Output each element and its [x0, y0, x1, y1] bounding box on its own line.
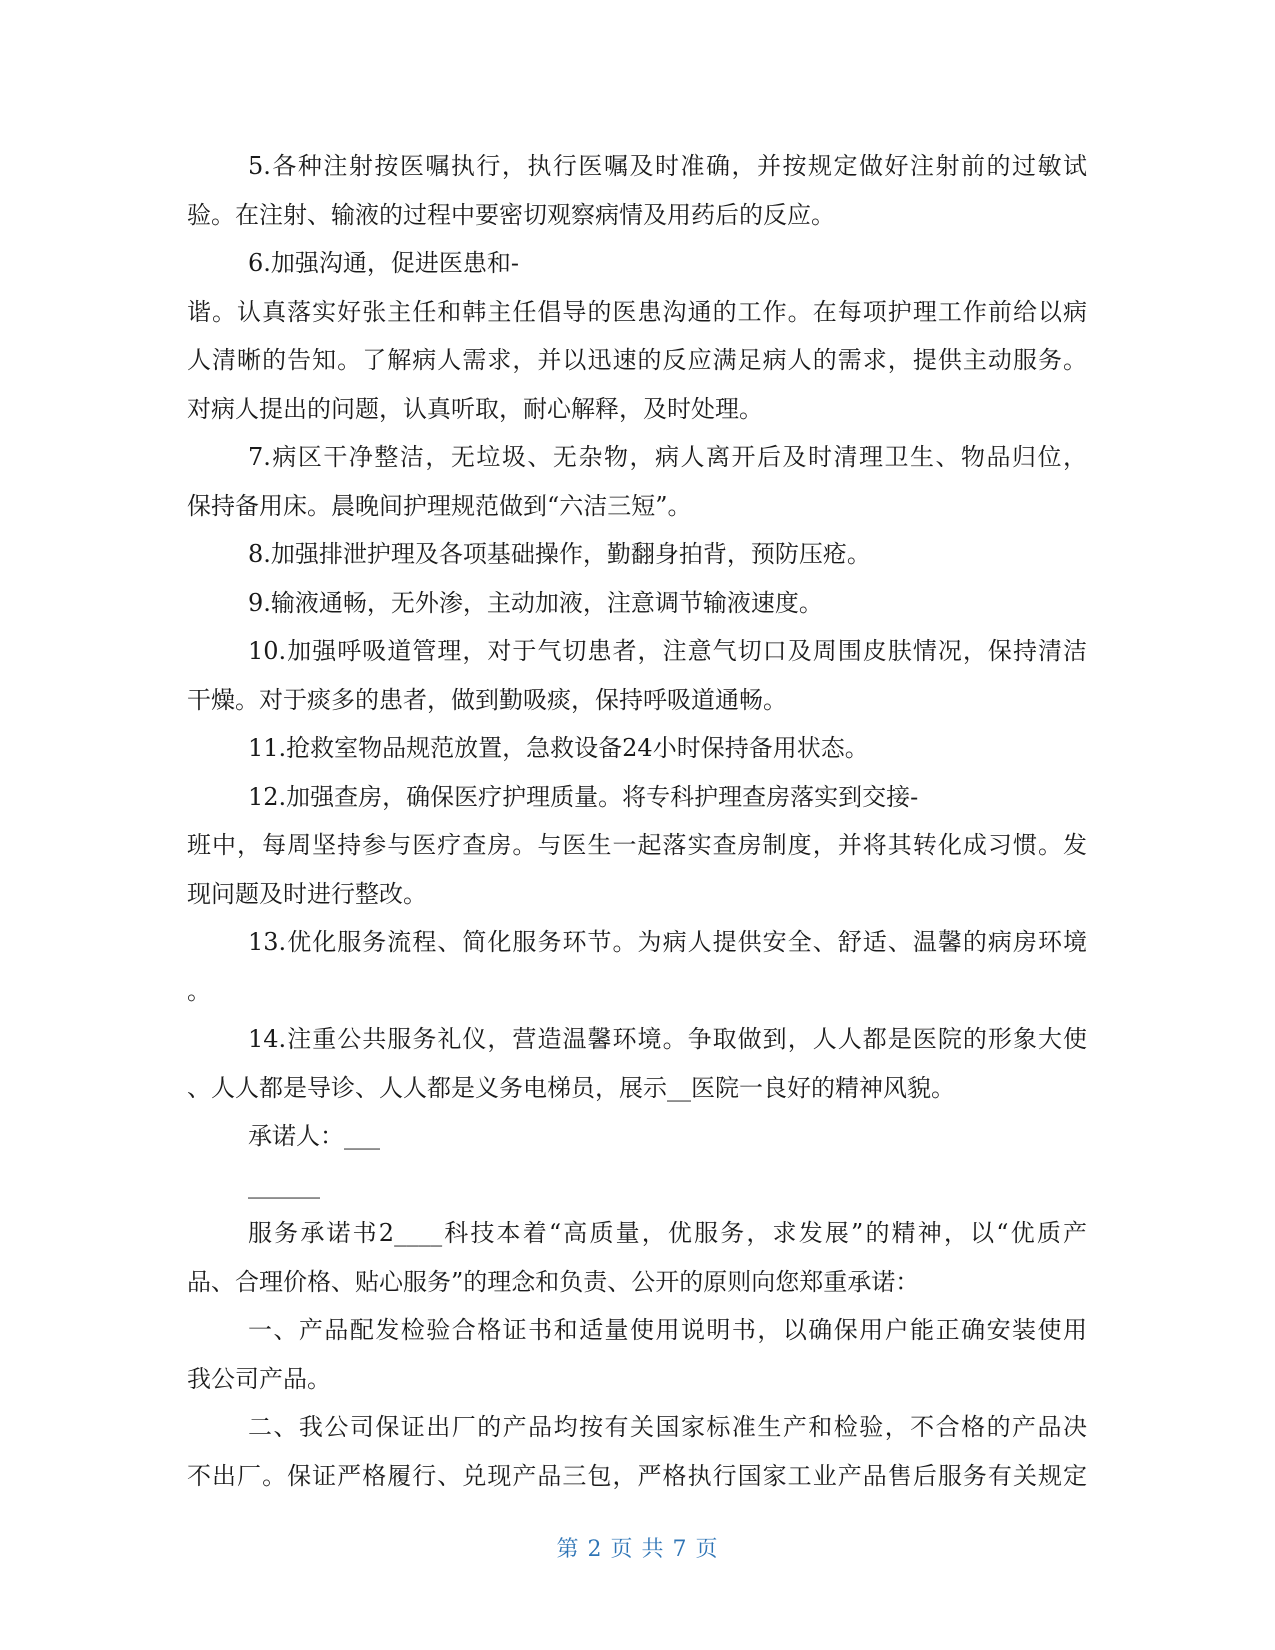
paragraph-line: 12.加强查房，确保医疗护理质量。将专科护理查房落实到交接- [248, 782, 919, 811]
document-body [187, 142, 1087, 1500]
paragraph-line: 对病人提出的问题，认真听取，耐心解释，及时处理。 [187, 394, 763, 423]
page-number-footer [0, 1532, 1275, 1563]
footer-di: 第 [556, 1537, 580, 1562]
footer-ye: 页 [610, 1537, 634, 1562]
paragraph-line: 现问题及时进行整改。 [187, 879, 427, 908]
paragraph-line: 干燥。对于痰多的患者，做到勤吸痰，保持呼吸道通畅。 [187, 685, 787, 714]
paragraph-line: 10.加强呼吸道管理，对于气切患者，注意气切口及周围皮肤情况，保持清洁 [248, 637, 1087, 665]
paragraph-line: 11.抢救室物品规范放置，急救设备24小时保持备用状态。 [248, 734, 869, 762]
paragraph-line: 13.优化服务流程、简化服务环节。为病人提供安全、舒适、温馨的病房环境 [248, 928, 1087, 956]
total-page-number: 7 [672, 1537, 688, 1562]
signer-line: 承诺人：___ [248, 1122, 380, 1150]
paragraph-line: 我公司产品。 [187, 1364, 331, 1393]
paragraph-line: 二、我公司保证出厂的产品均按有关国家标准生产和检验，不合格的产品决 [248, 1413, 1087, 1441]
paragraph-line: 验。在注射、输液的过程中要密切观察病情及用药后的反应。 [187, 200, 835, 229]
signature-blank: ______ [248, 1170, 320, 1199]
paragraph-line: 谐。认真落实好张主任和韩主任倡导的医患沟通的工作。在每项护理工作前给以病 [187, 297, 1087, 326]
paragraph-line: 保持备用床。晨晚间护理规范做到“六洁三短”。 [187, 491, 692, 520]
paragraph-line: 服务承诺书2____科技本着“高质量，优服务，求发展”的精神，以“优质产 [248, 1219, 1087, 1247]
paragraph-line: 不出厂。保证严格履行、兑现产品三包，严格执行国家工业产品售后服务有关规定 [187, 1461, 1087, 1490]
paragraph-line: 人清晰的告知。了解病人需求，并以迅速的反应满足病人的需求，提供主动服务。 [187, 346, 1087, 374]
paragraph-line: 8.加强排泄护理及各项基础操作，勤翻身拍背，预防压疮。 [248, 540, 871, 568]
paragraph-line: 7.病区干净整洁，无垃圾、无杂物，病人离开后及时清理卫生、物品归位， [248, 443, 1087, 471]
paragraph-line: 6.加强沟通，促进医患和- [248, 249, 520, 277]
paragraph-line: 5.各种注射按医嘱执行，执行医嘱及时准确，并按规定做好注射前的过敏试 [248, 152, 1087, 180]
current-page-number: 2 [587, 1537, 603, 1562]
paragraph-line: 14.注重公共服务礼仪，营造温馨环境。争取做到，人人都是医院的形象大使 [248, 1025, 1087, 1053]
paragraph-line: 班中，每周坚持参与医疗查房。与医生一起落实查房制度，并将其转化成习惯。发 [187, 831, 1087, 859]
footer-ye-end: 页 [695, 1537, 719, 1562]
paragraph-line: 品、合理价格、贴心服务”的理念和负责、公开的原则向您郑重承诺： [187, 1267, 920, 1296]
paragraph-line: 一、产品配发检验合格证书和适量使用说明书，以确保用户能正确安装使用 [248, 1316, 1087, 1344]
paragraph-line: 、人人都是导诊、人人都是义务电梯员，展示__医院一良好的精神风貌。 [187, 1073, 955, 1102]
paragraph-line: 9.输液通畅，无外渗，主动加液，注意调节输液速度。 [248, 588, 823, 617]
paragraph-line: 。 [187, 976, 211, 1005]
footer-gong: 共 [641, 1537, 665, 1562]
